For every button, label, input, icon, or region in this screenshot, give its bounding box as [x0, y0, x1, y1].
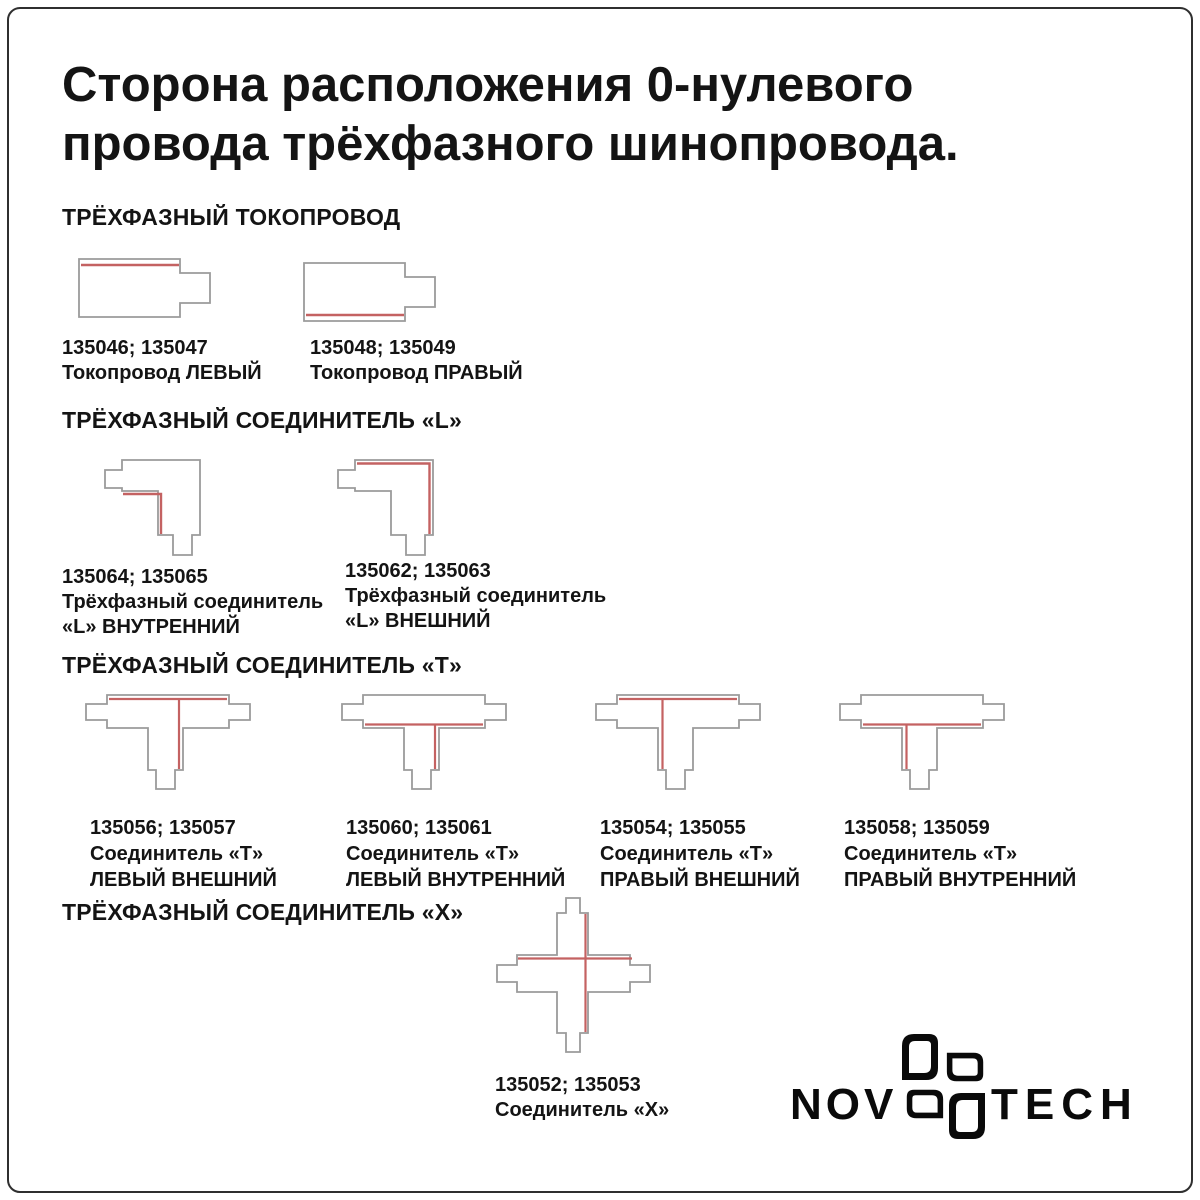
product-caption: Соединитель «Т» [346, 843, 520, 865]
product-caption: Соединитель «Т» [600, 843, 774, 865]
neutral-wire-line [357, 464, 430, 535]
label-t-left-internal [346, 815, 565, 893]
neutral-wire-line [863, 725, 981, 770]
diagram-L-external [336, 458, 436, 558]
label-feed-right [310, 336, 523, 386]
logo-text-right: TECH [991, 1080, 1139, 1129]
product-caption: «L» ВНУТРЕННИЙ [62, 616, 240, 638]
neutral-wire-line [109, 699, 227, 769]
product-codes: 135056; 135057 [90, 817, 236, 839]
product-caption: Токопровод ЛЕВЫЙ [62, 362, 262, 384]
label-l-external [345, 559, 606, 634]
neutral-wire-line [123, 494, 161, 534]
product-codes: 135062; 135063 [345, 560, 491, 582]
product-caption: «L» ВНЕШНИЙ [345, 610, 491, 632]
diagram-T-right-external [596, 695, 760, 789]
section-header-l-connector: ТРЁХФАЗНЫЙ СОЕДИНИТЕЛЬ «L» [62, 407, 462, 433]
product-codes: 135046; 135047 [62, 337, 208, 359]
label-t-right-internal [844, 815, 1076, 893]
neutral-wire-line [518, 914, 632, 1032]
page-title [62, 56, 1142, 174]
diagram-T-right-internal [840, 695, 1004, 789]
label-l-internal [62, 565, 323, 640]
product-codes: 135048; 135049 [310, 337, 456, 359]
neutral-wire-line [365, 725, 483, 770]
product-caption: ЛЕВЫЙ ВНЕШНИЙ [90, 869, 277, 891]
product-caption: ЛЕВЫЙ ВНУТРЕННИЙ [346, 869, 566, 891]
neutral-wire-line [619, 699, 737, 769]
product-caption: Трёхфазный соединитель [345, 585, 607, 607]
product-caption: ПРАВЫЙ ВНЕШНИЙ [600, 869, 800, 891]
diagram-T-left-internal [342, 695, 506, 789]
product-codes: 135054; 135055 [600, 817, 746, 839]
product-codes: 135052; 135053 [495, 1074, 641, 1096]
diagram-L-internal [103, 458, 203, 558]
label-t-left-external [90, 815, 277, 893]
product-codes: 135064; 135065 [62, 566, 208, 588]
product-codes: 135058; 135059 [844, 817, 990, 839]
product-caption: ПРАВЫЙ ВНУТРЕННИЙ [844, 869, 1077, 891]
section-header-tokoprovod: ТРЁХФАЗНЫЙ ТОКОПРОВОД [62, 204, 401, 230]
section-header-t-connector: ТРЁХФАЗНЫЙ СОЕДИНИТЕЛЬ «Т» [62, 652, 462, 678]
diagram-feed-right [303, 262, 436, 323]
diagram-feed-left [78, 258, 211, 319]
product-caption: Трёхфазный соединитель [62, 591, 324, 613]
label-feed-left [62, 336, 262, 386]
page-title-line1: Сторона расположения 0-нулевого [62, 58, 914, 112]
diagram-X-cross [497, 898, 650, 1052]
logo-text-left: NOV [790, 1080, 898, 1129]
label-x-cross [495, 1073, 669, 1123]
product-caption: Соединитель «Т» [90, 843, 264, 865]
label-t-right-external [600, 815, 800, 893]
product-caption: Соединитель «Х» [495, 1099, 670, 1121]
page-title-line2: провода трёхфазного шинопровода. [62, 117, 959, 171]
product-caption: Токопровод ПРАВЫЙ [310, 362, 523, 384]
product-caption: Соединитель «Т» [844, 843, 1018, 865]
diagram-T-left-external [86, 695, 250, 789]
product-codes: 135060; 135061 [346, 817, 492, 839]
section-header-x-connector: ТРЁХФАЗНЫЙ СОЕДИНИТЕЛЬ «Х» [62, 899, 464, 925]
novotech-clover-icon [890, 1025, 995, 1147]
